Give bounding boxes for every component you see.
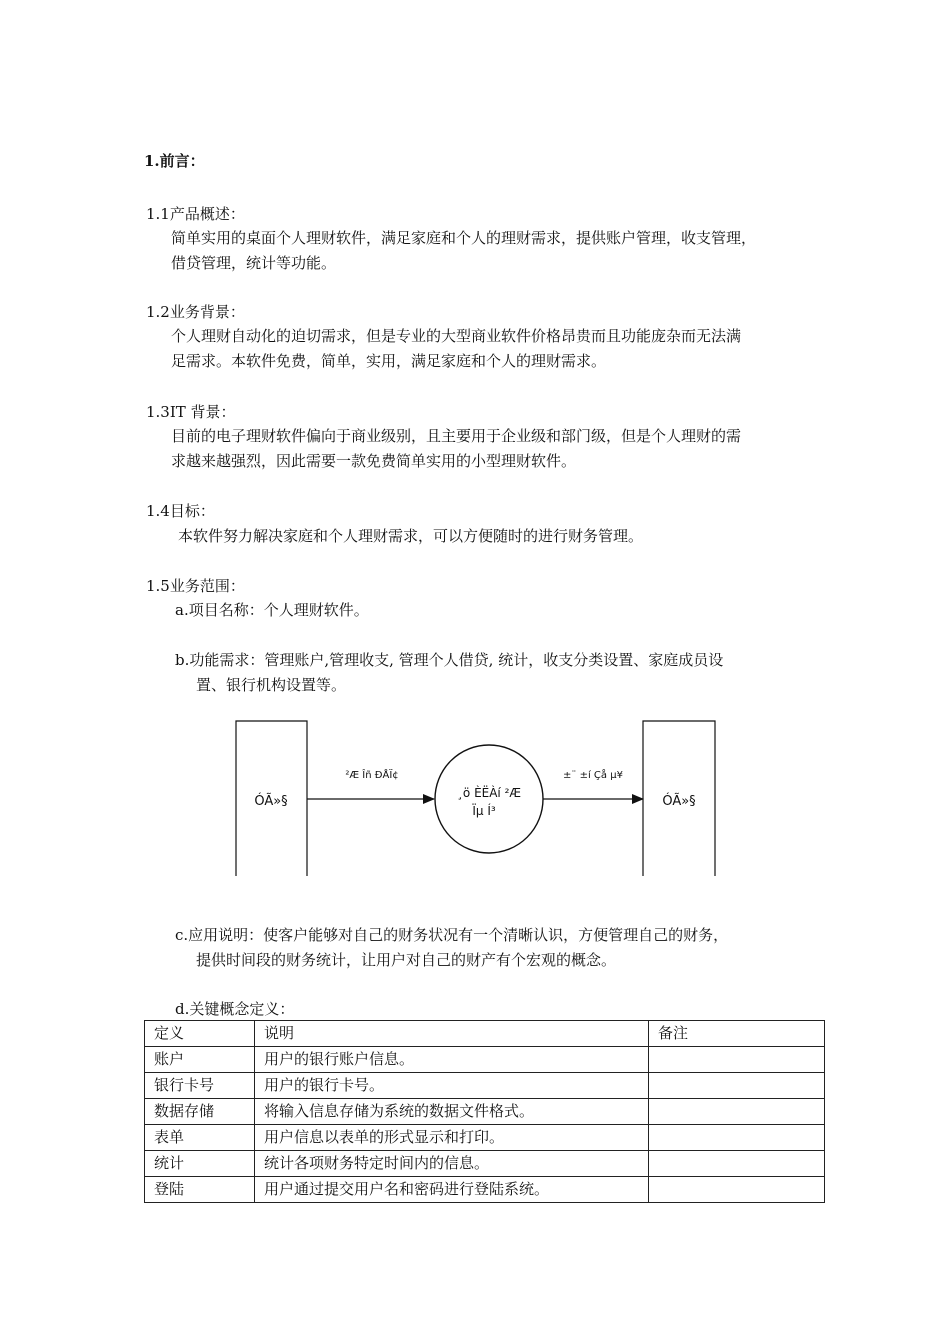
item-c-line: 提供时间段的财务统计，让用户对自己的财产有个宏观的概念。 bbox=[196, 951, 617, 969]
table-row bbox=[145, 1099, 825, 1125]
table-row bbox=[145, 1073, 825, 1099]
table-cell: 银行卡号 bbox=[145, 1073, 255, 1099]
right-entity-label: ÓÃ»§ bbox=[662, 794, 696, 809]
table-header-row bbox=[145, 1021, 825, 1047]
table-row bbox=[145, 1047, 825, 1073]
table-cell: 统计各项财务特定时间内的信息。 bbox=[255, 1151, 649, 1177]
paragraph-line: 目前的电子理财软件偏向于商业级别，且主要用于企业级和部门级，但是个人理财的需 bbox=[171, 427, 742, 445]
section-title: 1.5业务范围： bbox=[146, 577, 245, 595]
table-header-cell: 备注 bbox=[649, 1021, 825, 1047]
page-title: 1.前言： bbox=[144, 152, 205, 170]
process-label-line2: Ïµ Í³ bbox=[472, 804, 496, 818]
table-cell bbox=[649, 1151, 825, 1177]
table-cell: 用户信息以表单的形式显示和打印。 bbox=[255, 1125, 649, 1151]
item-d: d.关键概念定义： bbox=[175, 1000, 295, 1018]
table-cell: 表单 bbox=[145, 1125, 255, 1151]
paragraph-line: 足需求。本软件免费，简单，实用，满足家庭和个人的理财需求。 bbox=[171, 352, 607, 370]
process-label-line1: ¸ö ÈËÀí ²Æ bbox=[456, 786, 522, 800]
table-cell bbox=[649, 1177, 825, 1203]
table-cell bbox=[649, 1073, 825, 1099]
table-cell: 数据存储 bbox=[145, 1099, 255, 1125]
item-c-line: c.应用说明：使客户能够对自己的财务状况有一个清晰认识，方便管理自己的财务， bbox=[175, 926, 729, 944]
table-cell: 账户 bbox=[145, 1047, 255, 1073]
table-cell bbox=[649, 1047, 825, 1073]
item-b-line: b.功能需求：管理账户,管理收支, 管理个人借贷, 统计，收支分类设置、家庭成员设 bbox=[175, 651, 724, 669]
table-cell: 用户的银行卡号。 bbox=[255, 1073, 649, 1099]
table-header-cell: 说明 bbox=[255, 1021, 649, 1047]
section-title: 1.2业务背景： bbox=[146, 303, 245, 321]
section-title: 1.3IT 背景： bbox=[146, 403, 236, 421]
item-b-line: 置、银行机构设置等。 bbox=[196, 676, 347, 694]
table-cell: 用户的银行账户信息。 bbox=[255, 1047, 649, 1073]
table-row bbox=[145, 1177, 825, 1203]
table-row bbox=[145, 1125, 825, 1151]
paragraph-line: 简单实用的桌面个人理财软件，满足家庭和个人的理财需求，提供账户管理，收支管理， bbox=[171, 229, 757, 247]
paragraph-line: 借贷管理，统计等功能。 bbox=[171, 254, 337, 272]
table-cell bbox=[649, 1125, 825, 1151]
section-title: 1.4目标： bbox=[146, 502, 215, 520]
section-title: 1.1产品概述： bbox=[146, 205, 245, 223]
left-flow-label: ²Æ Îñ ÐÅÏ¢ bbox=[345, 770, 399, 781]
paragraph-line: 本软件努力解决家庭和个人理财需求，可以方便随时的进行财务管理。 bbox=[178, 527, 644, 545]
key-concepts-table bbox=[144, 1020, 825, 1203]
table-cell: 将输入信息存储为系统的数据文件格式。 bbox=[255, 1099, 649, 1125]
table-cell bbox=[649, 1099, 825, 1125]
table-row bbox=[145, 1151, 825, 1177]
paragraph-line: 个人理财自动化的迫切需求，但是专业的大型商业软件价格昂贵而且功能庞杂而无法满 bbox=[171, 327, 742, 345]
table-cell: 统计 bbox=[145, 1151, 255, 1177]
right-flow-label: ±¨ ±í Çå µ¥ bbox=[563, 770, 623, 781]
left-entity-label: ÓÃ»§ bbox=[254, 794, 288, 809]
table-cell: 登陆 bbox=[145, 1177, 255, 1203]
item-a: a.项目名称：个人理财软件。 bbox=[175, 601, 369, 619]
table-header-cell: 定义 bbox=[145, 1021, 255, 1047]
table-cell: 用户通过提交用户名和密码进行登陆系统。 bbox=[255, 1177, 649, 1203]
paragraph-line: 求越来越强烈，因此需要一款免费简单实用的小型理财软件。 bbox=[171, 452, 577, 470]
